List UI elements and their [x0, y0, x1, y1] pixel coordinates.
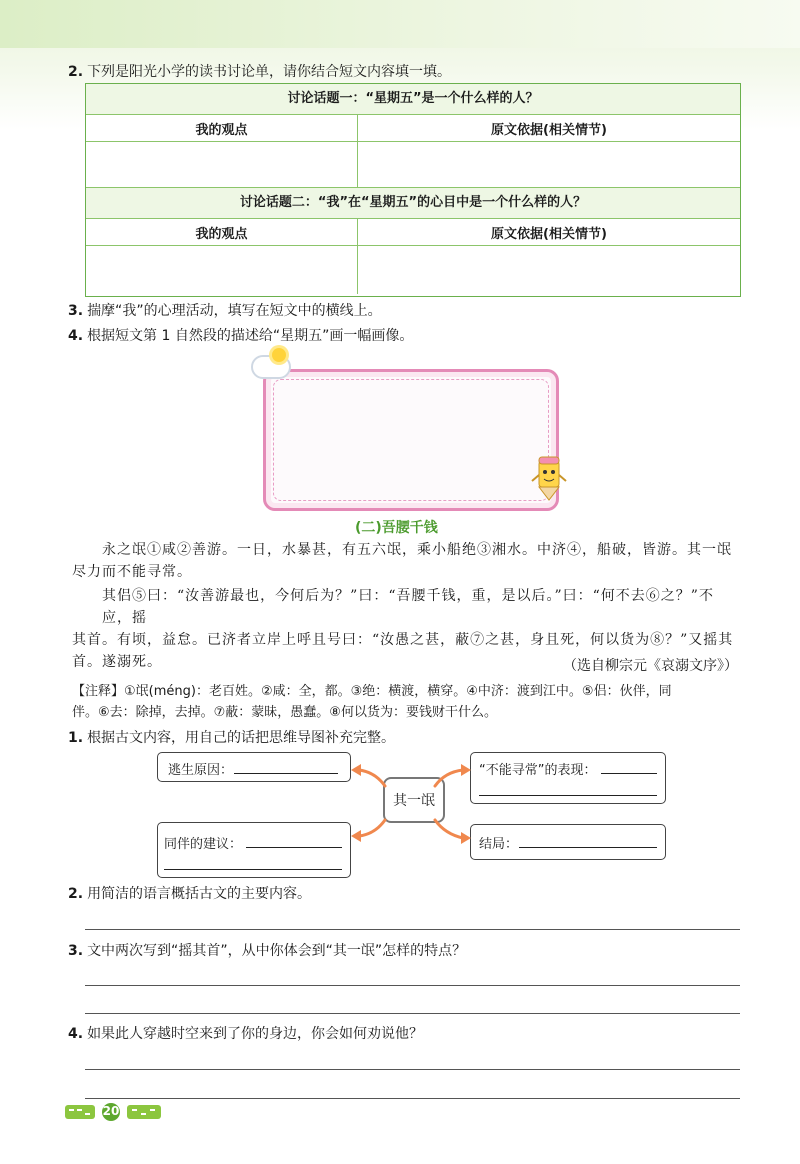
pencil-mascot-icon	[530, 455, 568, 501]
topic-2-row	[86, 188, 740, 219]
answer-row-1[interactable]	[86, 142, 740, 188]
section-title: (二)吾腰千钱	[355, 520, 438, 536]
page-number-badge	[65, 1103, 161, 1121]
topic-1-text: 讨论话题一：“星期五”是一个什么样的人？	[287, 91, 539, 106]
col-opinion-header: 我的观点	[195, 226, 248, 242]
page-number: 20	[102, 1104, 120, 1118]
passage-source: （选自柳宗元《哀溺文序》）	[563, 658, 738, 674]
header-row-1	[86, 115, 740, 142]
passage-paragraph-2: 其侣⑤曰：“汝善游最也，今何后为？”曰：“吾腰千钱，重，是以后。”曰：“何不去⑥之？”不应，摇 其首。有顷，益怠。已济者立岸上呼且号曰：“汝愚之甚，蔽⑦之甚，身且死，何以货为⑧？”又摇其 首。遂溺死。	[72, 588, 734, 670]
topic-1-row	[86, 84, 740, 115]
col-opinion-header: 我的观点	[195, 122, 248, 138]
sun-icon	[272, 348, 286, 362]
reason-blank[interactable]	[234, 773, 338, 774]
discussion-table	[85, 83, 741, 297]
part2-question-3: 3. 文中两次写到“摇其首”，从中你体会到“其一氓”怎样的特点？	[68, 943, 467, 959]
ending-blank[interactable]	[519, 847, 657, 848]
column-divider	[357, 115, 358, 187]
mindmap-reason-box[interactable]: 逃生原因：	[157, 752, 351, 782]
mindmap-center: 其一氓	[383, 777, 445, 823]
topic-2-text: 讨论话题二：“我”在“星期五”的心目中是一个什么样的人？	[239, 195, 587, 210]
answer-line[interactable]	[85, 929, 740, 930]
column-divider	[357, 219, 358, 294]
part2-question-1: 1. 根据古文内容，用自己的话把思维导图补充完整。	[68, 730, 396, 746]
answer-row-2[interactable]	[86, 246, 740, 294]
drawing-area[interactable]	[263, 369, 559, 511]
performance-blank-2[interactable]	[479, 795, 657, 796]
question-2: 2. 下列是阳光小学的读书讨论单，请你结合短文内容填一填。	[68, 64, 452, 80]
part2-question-4: 4. 如果此人穿越时空来到了你的身边，你会如何劝说他？	[68, 1026, 424, 1042]
answer-line[interactable]	[85, 1098, 740, 1099]
mindmap-ending-box[interactable]: 结局：	[470, 824, 666, 860]
advice-blank-2[interactable]	[164, 869, 342, 870]
mindmap-performance-box[interactable]: “不能寻常”的表现：	[470, 752, 666, 804]
passage-paragraph-1: 永之氓①咸②善游。一日，水暴甚，有五六氓，乘小船绝③湘水。中济④，船破，皆游。其一氓 尽力而不能寻常。	[72, 542, 732, 580]
question-3: 3. 揣摩“我”的心理活动，填写在短文中的横线上。	[68, 303, 382, 319]
answer-line[interactable]	[85, 985, 740, 986]
part2-question-2: 2. 用简洁的语言概括古文的主要内容。	[68, 886, 312, 902]
performance-blank-1[interactable]	[601, 773, 657, 774]
mindmap-advice-box[interactable]: 同伴的建议：	[157, 822, 351, 878]
mindmap-arrows-icon	[345, 758, 475, 848]
advice-blank-1[interactable]	[246, 847, 342, 848]
annotation-notes: 【注释】①氓(méng)：老百姓。②咸：全，都。③绝：横渡，横穿。④中济：渡到江中。⑤侣：伙伴，同 伴。⑥去：除掉，去掉。⑦蔽：蒙昧，愚蠢。⑧何以货为：要钱财干什么。	[72, 684, 672, 720]
answer-line[interactable]	[85, 1013, 740, 1014]
question-4: 4. 根据短文第 1 自然段的描述给“星期五”画一幅画像。	[68, 328, 414, 344]
header-row-2	[86, 219, 740, 246]
col-evidence-header: 原文依据(相关情节)	[491, 122, 607, 138]
col-evidence-header: 原文依据(相关情节)	[491, 226, 607, 242]
answer-line[interactable]	[85, 1069, 740, 1070]
